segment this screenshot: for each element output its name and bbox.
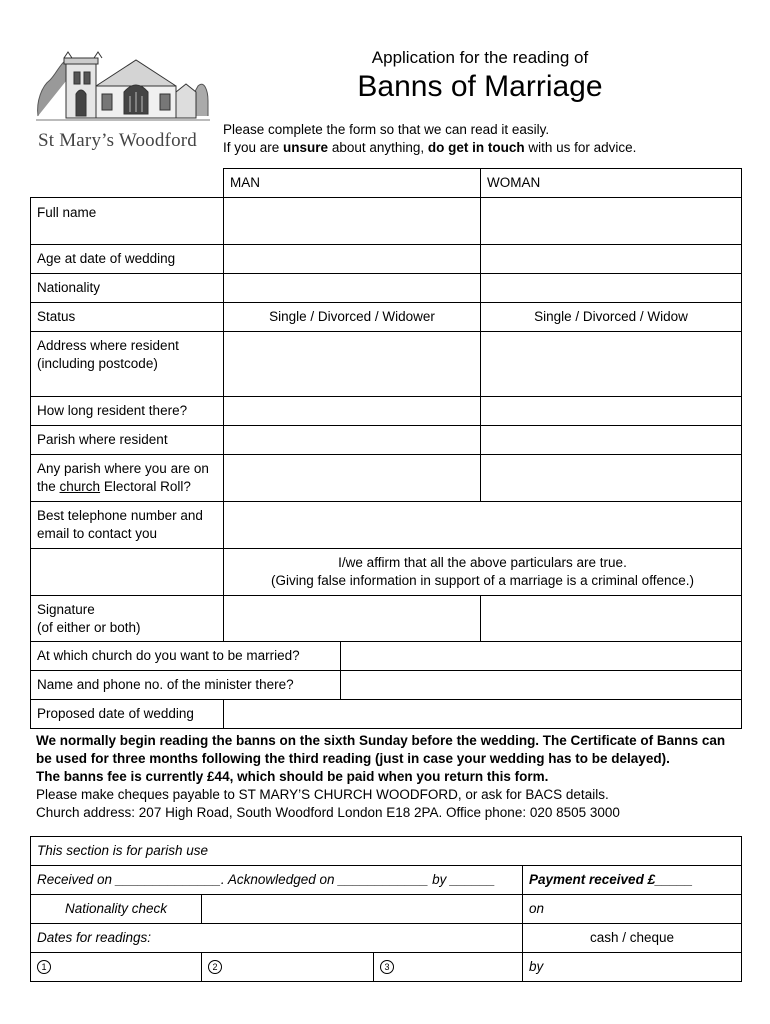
- notes-address-line: Church address: 207 High Road, South Woodford London E18 2PA. Office phone: 020 8505 3000: [36, 805, 620, 820]
- signature-label: Signature (of either or both): [31, 596, 224, 642]
- payment-by-label: by: [523, 953, 742, 982]
- woman-signature-field[interactable]: [481, 596, 742, 642]
- which-church-field[interactable]: [341, 642, 742, 671]
- circled-1-icon: 1: [37, 960, 51, 974]
- payment-received-cell[interactable]: [523, 866, 742, 895]
- church-name-logo-text: St Mary’s Woodford: [38, 130, 197, 151]
- intro-text: [223, 121, 636, 157]
- man-address-field[interactable]: [224, 332, 481, 397]
- parish-label: Parish where resident: [31, 426, 224, 455]
- age-label: Age at date of wedding: [31, 245, 224, 274]
- notes-line-1: We normally begin reading the banns on the sixth Sunday before the wedding. The Certificate of Banns can: [36, 733, 726, 748]
- man-column-header: MAN: [224, 169, 481, 198]
- man-status-options[interactable]: Single / Divorced / Widower: [224, 303, 481, 332]
- notes-fee-line: The banns fee is currently £44, which should be paid when you return this form.: [36, 769, 549, 784]
- nationality-check-field[interactable]: [202, 895, 523, 924]
- form-subtitle: Application for the reading of: [371, 48, 589, 67]
- circled-2-icon: 2: [208, 960, 222, 974]
- dates-for-readings-label: Dates for readings:: [31, 924, 523, 953]
- proposed-date-label: Proposed date of wedding: [31, 700, 224, 729]
- reading-1-cell[interactable]: [31, 953, 202, 982]
- contact-label: Best telephone number and email to contact you: [31, 502, 224, 549]
- man-electoral-roll-field[interactable]: [224, 455, 481, 502]
- woman-how-long-field[interactable]: [481, 397, 742, 426]
- form-title: Banns of Marriage: [357, 70, 603, 103]
- payment-received-label: Payment received: [529, 872, 644, 887]
- man-signature-field[interactable]: [224, 596, 481, 642]
- man-full-name-field[interactable]: [224, 198, 481, 245]
- reading-3-cell[interactable]: [374, 953, 523, 982]
- church-logo: [36, 46, 210, 156]
- parish-use-table: [30, 836, 742, 982]
- proposed-date-field[interactable]: [224, 700, 742, 729]
- intro-line-1: Please complete the form so that we can read it easily.: [223, 122, 550, 137]
- man-how-long-field[interactable]: [224, 397, 481, 426]
- woman-address-field[interactable]: [481, 332, 742, 397]
- affirmation-text: I/we affirm that all the above particulars are true. (Giving false information in support of a marriage is a criminal offence.): [224, 549, 742, 596]
- woman-parish-field[interactable]: [481, 426, 742, 455]
- nationality-check-label: Nationality check: [31, 895, 202, 924]
- how-long-resident-label: How long resident there?: [31, 397, 224, 426]
- contact-field[interactable]: [224, 502, 742, 549]
- received-acknowledged-line[interactable]: Received on ______________. Acknowledged on ____________ by ______: [31, 866, 523, 895]
- payment-amount: £_____: [647, 872, 693, 887]
- which-church-label: At which church do you want to be married?: [31, 642, 341, 671]
- get-in-touch-emphasis: do get in touch: [427, 140, 525, 155]
- status-label: Status: [31, 303, 224, 332]
- intro-line-2: If you are unsure about anything, do get in touch with us for advice.: [223, 140, 637, 155]
- man-parish-field[interactable]: [224, 426, 481, 455]
- woman-electoral-roll-field[interactable]: [481, 455, 742, 502]
- woman-status-options[interactable]: Single / Divorced / Widow: [481, 303, 742, 332]
- circled-3-icon: 3: [380, 960, 394, 974]
- notes-line-2: be used for three months following the third reading (just in case your wedding has to be delayed).: [36, 751, 670, 766]
- notes-cheques-line: Please make cheques payable to ST MARY’S CHURCH WOODFORD, or ask for BACS details.: [36, 787, 609, 802]
- address-label: Address where resident (including postcode): [31, 332, 224, 397]
- woman-column-header: WOMAN: [481, 169, 742, 198]
- woman-nationality-field[interactable]: [481, 274, 742, 303]
- reading-2-cell[interactable]: [202, 953, 374, 982]
- banns-notes: [36, 732, 741, 822]
- church-drawing-icon: [36, 46, 210, 130]
- payment-on-label: on: [523, 895, 742, 924]
- banns-application-table: [30, 168, 742, 729]
- minister-label: Name and phone no. of the minister there?: [31, 671, 341, 700]
- empty-corner-cell: [31, 169, 224, 198]
- man-nationality-field[interactable]: [224, 274, 481, 303]
- woman-age-field[interactable]: [481, 245, 742, 274]
- electoral-roll-label: Any parish where you are on the church Electoral Roll?: [31, 455, 224, 502]
- affirm-empty-cell: [31, 549, 224, 596]
- man-age-field[interactable]: [224, 245, 481, 274]
- full-name-label: Full name: [31, 198, 224, 245]
- nationality-label: Nationality: [31, 274, 224, 303]
- minister-field[interactable]: [341, 671, 742, 700]
- cash-cheque-options[interactable]: cash / cheque: [523, 924, 742, 953]
- woman-full-name-field[interactable]: [481, 198, 742, 245]
- parish-use-heading: This section is for parish use: [31, 837, 742, 866]
- unsure-emphasis: unsure: [283, 140, 329, 155]
